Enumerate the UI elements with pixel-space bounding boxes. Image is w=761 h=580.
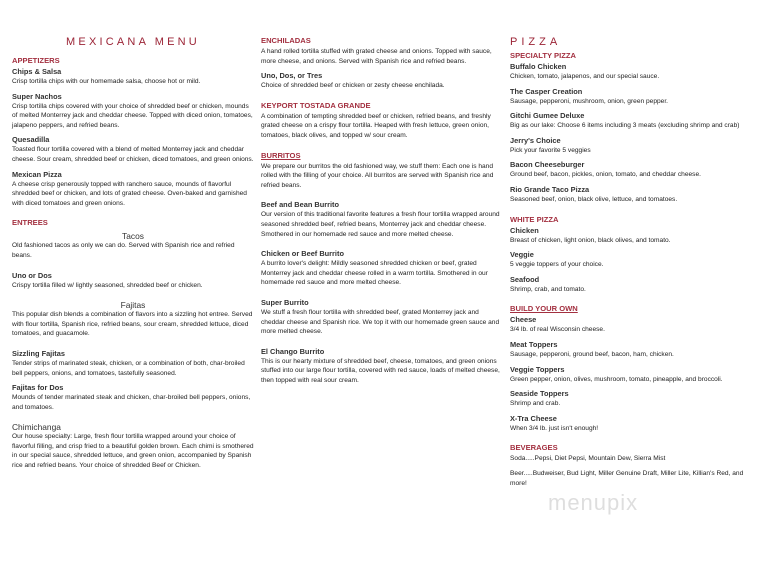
- menu-item-description: Soda.....Pepsi, Diet Pepsi, Mountain Dew, Sierra Mist: [510, 455, 666, 463]
- menu-item: [510, 111, 750, 131]
- menu-item-description: Shrimp, crab, and tomato.: [510, 285, 586, 293]
- menu-item-name: Chips & Salsa: [12, 67, 62, 76]
- menu-item: [510, 136, 750, 156]
- menu-title: MEXICANA MENU: [66, 36, 200, 48]
- menu-item-name: Chicken: [510, 225, 539, 235]
- menu-item: [261, 71, 501, 91]
- menu-item: [261, 162, 501, 191]
- menu-item-description: Sausage, pepperoni, mushroom, onion, green pepper.: [510, 97, 668, 105]
- menu-item-name: Buffalo Chicken: [510, 62, 567, 71]
- menu-item-description: This is our hearty mixture of shredded beef, cheese, tomatoes, and green onions stuffed into our large flour tortilla, covered with red sauce, loads of melted cheese, then topped with real sour cream.: [261, 357, 500, 384]
- menu-item-description: When 3/4 lb. just isn't enough!: [510, 424, 599, 432]
- menu-item: [12, 300, 254, 339]
- menu-item: [510, 160, 750, 180]
- menu-item-name: Beef and Bean Burrito: [261, 200, 340, 210]
- menu-item: [12, 231, 254, 260]
- menu-item-name: X-Tra Cheese: [510, 413, 557, 423]
- menu-item-name: Jerry's Choice: [510, 135, 561, 145]
- menu-column-left: [12, 36, 254, 476]
- menu-item-description: Seasoned beef, onion, black olive, lettuce, and tomatoes.: [510, 195, 678, 203]
- menu-item-description: A hand rolled tortilla stuffed with grated cheese and onions. Topped with sauce, more cheese, and onions. Served with Spanish rice and refried beans.: [261, 48, 492, 65]
- menu-item: [510, 250, 750, 270]
- menu-item-name: Quesadilla: [12, 135, 50, 145]
- menu-item: [510, 62, 750, 82]
- section-heading: ENCHILADAS: [261, 36, 311, 45]
- menu-item-name: Veggie Toppers: [510, 364, 565, 374]
- menu-item: [510, 315, 750, 335]
- menu-item-description: Chicken, tomato, jalapenos, and our special sauce.: [510, 73, 660, 80]
- menu-item-name: El Chango Burrito: [261, 346, 325, 356]
- menu-column-middle: [261, 36, 501, 390]
- menu-item-name: Fajitas: [120, 300, 146, 311]
- menu-item-description: 5 veggie toppers of your choice.: [510, 261, 604, 269]
- menu-item: [12, 92, 254, 131]
- menu-item-description: Pick your favorite 5 veggies: [510, 146, 591, 154]
- menu-item-description: Breast of chicken, light onion, black olives, and tomato.: [510, 236, 671, 244]
- menu-item-description: This popular dish blends a combination of flavors into a sizzling hot entree. Served with flour tortilla, Spanish rice, refried beans, sour cream, shredded lettuce, diced tomatoes, and guacamole.: [12, 311, 253, 338]
- menu-item: [510, 226, 750, 246]
- menu-item-description: Our version of this traditional favorite features a fresh flour tortilla wrapped around seasoned shredded beef, refried beans, Monterrey jack and cheddar cheese. Smothered in our homemade red sauce and more melted cheese.: [261, 211, 500, 238]
- section-heading: SPECIALTY PIZZA: [510, 51, 576, 60]
- menu-item: [510, 340, 750, 360]
- menu-item: [510, 275, 750, 295]
- menu-item-name: Veggie: [510, 250, 534, 260]
- menu-item-name: Uno, Dos, or Tres: [261, 71, 323, 81]
- menu-item-description: Sausage, pepperoni, ground beef, bacon, ham, chicken.: [510, 350, 674, 358]
- section-heading: KEYPORT TOSTADA GRANDE: [261, 100, 371, 110]
- menu-item-description: A burrito lover's delight: Mildly seasoned shredded chicken or beef, grated Monterrey jack and cheddar cheese rolled in a warm tortilla. Smothered in our homemade red sauce and more melted cheese.: [261, 260, 488, 287]
- menu-column-right: [510, 36, 750, 493]
- section-heading: BURRITOS: [261, 150, 301, 160]
- menu-item-name: Seafood: [510, 274, 540, 284]
- menu-item-name: Rio Grande Taco Pizza: [510, 184, 590, 194]
- menu-item: [261, 249, 501, 288]
- menu-item-description: 3/4 lb. of real Wisconsin cheese.: [510, 326, 605, 334]
- menu-item-name: Meat Toppers: [510, 339, 558, 349]
- menu-item-description: Shrimp and crab.: [510, 400, 561, 408]
- menu-item-name: Chicken or Beef Burrito: [261, 249, 344, 259]
- menu-item: [261, 200, 501, 239]
- menu-item: [261, 347, 501, 386]
- menu-item-description: Big as our lake: Choose 6 items including 3 meats (excluding shrimp and crab): [510, 122, 740, 130]
- menu-item-description: Beer.....Budweiser, Bud Light, Miller Genuine Draft, Miller Lite, Killian's Red, and more!: [510, 469, 744, 487]
- menu-item: [261, 47, 501, 66]
- section-heading: WHITE PIZZA: [510, 214, 559, 224]
- section-heading: APPETIZERS: [12, 56, 60, 65]
- menu-item-description: Choice of shredded beef or chicken or zesty cheese enchilada.: [261, 82, 445, 90]
- menu-item-name: Super Burrito: [261, 297, 309, 307]
- menu-item: [510, 454, 750, 464]
- section-heading: BUILD YOUR OWN: [510, 304, 578, 314]
- menu-item-name: Sizzling Fajitas: [12, 348, 65, 358]
- menu-item-name: Seaside Toppers: [510, 389, 569, 399]
- watermark-logo: menupix: [548, 490, 639, 515]
- section-heading: ENTREES: [12, 218, 48, 228]
- menu-title: PIZZA: [510, 36, 562, 48]
- menu-item: [12, 170, 254, 209]
- menu-item: [12, 135, 254, 164]
- menu-item: [510, 414, 750, 434]
- menu-item-description: We stuff a fresh flour tortilla with shredded beef, grated Monterrey jack and cheddar cheese and Spanish rice. We top it with our homemade green sauce and more melted cheese.: [261, 308, 500, 336]
- menu-item: [510, 185, 750, 205]
- menu-item-name: Cheese: [510, 315, 537, 325]
- menu-item: [510, 87, 750, 107]
- menu-item: [261, 112, 501, 141]
- section-heading: BEVERAGES: [510, 443, 558, 453]
- menu-item: [510, 389, 750, 409]
- menu-item-description: Crisp tortilla chips with our homemade salsa, choose hot or mild.: [12, 78, 201, 85]
- menu-item: [261, 298, 501, 337]
- menu-item-name: Fajitas for Dos: [12, 383, 64, 393]
- menu-item-name: Uno or Dos: [12, 270, 52, 280]
- menu-item: [510, 365, 750, 385]
- menu-item: [12, 67, 254, 87]
- menu-item-name: Super Nachos: [12, 91, 62, 101]
- menu-item-description: Crispy tortilla filled w/ lightly seasoned, shredded beef or chicken.: [12, 281, 203, 289]
- menu-item-description: Crisp tortilla chips covered with your choice of shredded beef or chicken, mounds of melted Monterrey jack and cheddar cheese. Topped with diced onion, tomatoes, jalapeno peppers, and refried beans.: [12, 102, 253, 129]
- menu-item-description: Our house specialty: Large, fresh flour tortilla wrapped around your choice of flavorful filling, and crisp fried to a beautiful golden brown. Each chimi is smothered in our special sauce, shredded lettuce, and green onion, accompanied by Spanish rice and refried beans. Your choice of shredded Beef or Chicken.: [12, 433, 254, 470]
- menu-item: [510, 469, 750, 488]
- menu-item-description: Mounds of tender marinated steak and chicken, char-broiled bell peppers, onions, and tomatoes.: [12, 394, 251, 411]
- menu-item: [12, 383, 254, 412]
- menu-item-name: Bacon Cheeseburger: [510, 160, 585, 170]
- menu-item-description: Toasted flour tortilla covered with a blend of melted Monterrey jack and cheddar cheese. Sour cream, shredded beef or chicken, diced tomatoes, and green onions.: [12, 146, 254, 163]
- menu-item-description: Tender strips of marinated steak, chicken, or a combination of both, char-broiled bell peppers, onions, and tomatoes, tastefully seasoned.: [12, 359, 245, 377]
- menu-item-description: A cheese crisp generously topped with ranchero sauce, mounds of flavorful shredded beef or chicken, and lots of grated cheese. Oven-baked and garnished with diced tomatoes and green onions.: [12, 180, 247, 207]
- menu-item-description: A combination of tempting shredded beef or chicken, refried beans, and freshly grated cheese on a crispy flour tortilla. Heaped with fresh lettuce, green onion, tomatoes, black olives, and topped w/ sour cream.: [261, 112, 491, 139]
- menu-item-description: Green pepper, onion, olives, mushroom, tomato, pineapple, and broccoli.: [510, 375, 723, 383]
- menu-item-name: Tacos: [122, 231, 144, 242]
- menu-item-name: Gitchi Gumee Deluxe: [510, 111, 585, 121]
- menu-item-description: Ground beef, bacon, pickles, onion, tomato, and cheddar cheese.: [510, 171, 701, 179]
- menu-item: [12, 271, 254, 291]
- menu-item: [12, 422, 254, 470]
- menu-item-description: We prepare our burritos the old fashioned way, we stuff them: Each one is hand rolled with the filling of your choice. All burritos are served with Spanish rice and refried beans.: [261, 162, 494, 189]
- menu-item-name: Chimichanga: [12, 422, 61, 433]
- menu-item: [12, 349, 254, 378]
- menu-item-description: Old fashioned tacos as only we can do. Served with Spanish rice and refried beans.: [12, 242, 235, 259]
- menu-item-name: The Casper Creation: [510, 86, 583, 96]
- menu-item-name: Mexican Pizza: [12, 169, 62, 179]
